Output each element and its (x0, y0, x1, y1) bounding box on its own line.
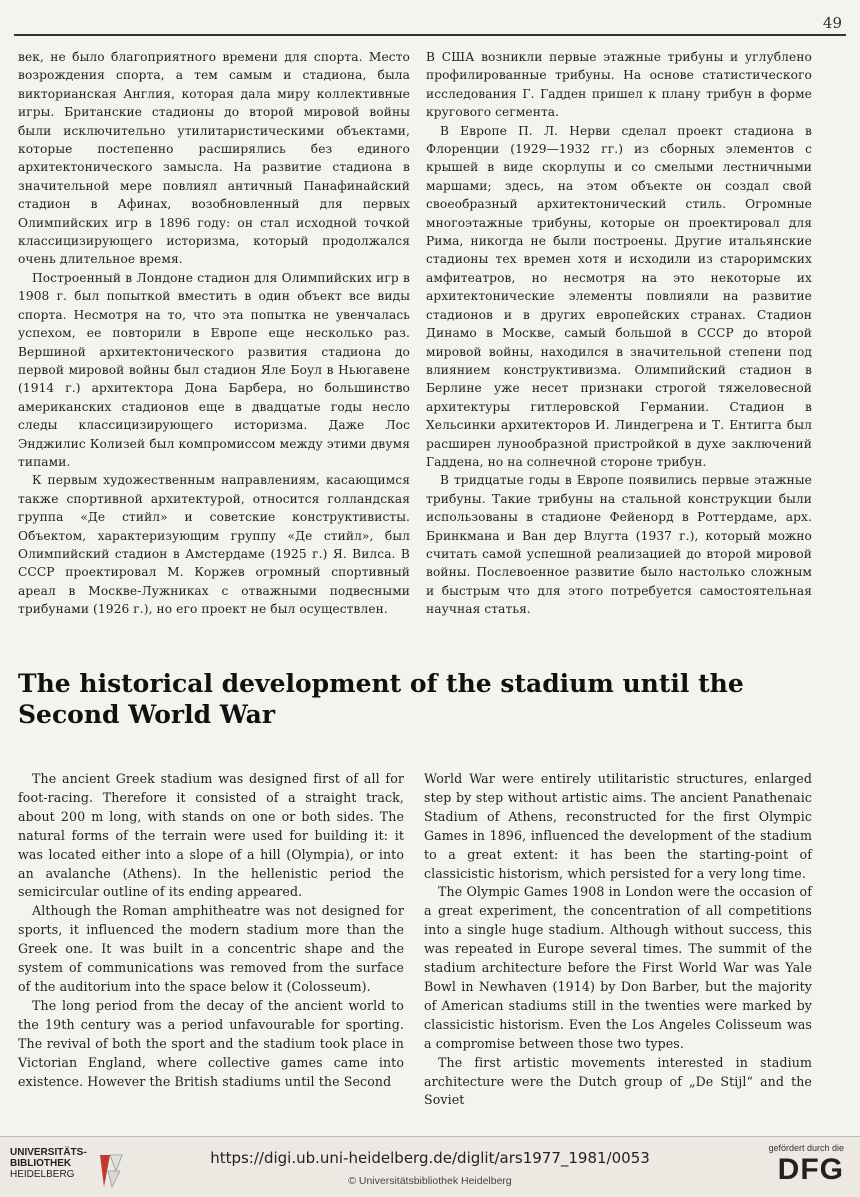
permalink-url[interactable]: https://digi.ub.uni-heidelberg.de/diglit/ars1977_1981/0053 (210, 1149, 650, 1167)
english-column-left (18, 770, 404, 1091)
copyright-notice: © Universitätsbibliothek Heidelberg (348, 1175, 512, 1187)
paragraph: Although the Roman amphitheatre was not designed for sports, it influenced the modern stadium more than the Greek one. It was built in a concentric shape and the system of communications was removed from the surface of the auditorium into the space below it (Colosseum). (18, 903, 404, 994)
english-column-right (424, 770, 812, 1110)
library-name-line: BIBLIOTHEK (10, 1158, 72, 1169)
paragraph: The first artistic movements interested in stadium architecture were the Dutch group of „De Stijl“ and the Soviet (424, 1054, 812, 1108)
library-name-line: HEIDELBERG (10, 1169, 75, 1180)
library-name-line: UNIVERSITÄTS- (10, 1147, 87, 1158)
paragraph: The ancient Greek stadium was designed first of all for foot-racing. Therefore it consisted of a straight track, about 200 m long, with stands on one or both sides. The natural forms of the terrain were used for building it: it was located either into a slope of a hill (Olympia), or into an avalanche (Athens). In the hellenistic period the semicircular outline of its ending appeared. (18, 771, 404, 900)
paragraph: The Olympic Games 1908 in London were the occasion of a great experiment, the concentration of all competitions into a single huge stadium. Although without success, this was repeated in Europe several times. The summit of the stadium architecture before the First World War was Yale Bowl in Newhaven (1914) by Don Barber, but the majority of American stadiums still in the twenties were marked by classicistic historism. Even the Los Angeles Colisseum was a compromise between those two types. (424, 884, 812, 1051)
dfg-wordmark: DFG (777, 1153, 844, 1186)
paragraph: век, не было благоприятного времени для спорта. Место возрождения спорта, а тем самым и стадиона, была викторианская Англия, которая дала миру коллективные игры. Британские стадионы до второй мировой войны были исключительно утилитаристическими объектами, которые постепенно расширялись без единого архитектонического замысла. На развитие стадиона в значительной мере повлиял античный Панафинайский стадион в Афинах, возобновленный для первых Олимпийских игр в 1896 году: он стал исходной точкой классицизирующего историзма, который продолжался очень длительное время. (18, 50, 410, 267)
article-heading: The historical development of the stadium until the Second World War (18, 669, 744, 729)
russian-column-left (18, 48, 410, 619)
paragraph: В Европе П. Л. Нерви сделал проект стадиона в Флоренции (1929—1932 гг.) из сборных элементов с крышей в виде скорлупы и со смелыми лестничными маршами; здесь, на этом объекте он создал свой своеобразный архитектонический стиль. Огромные многоэтажные трибуны, которые он проектировал для Рима, никогда не были построены. Другие итальянские стадионы тех времен хотя и исходили из староримских амфитеатров, но несмотря на это некоторые их архитектонические элементы повлияли на развитие стадионов и в других европейских странах. Стадион Динамо в Москве, самый большой в СССР до второй мировой войны, находился в значительной степени под влиянием конструктивизма. Олимпийский стадион в Берлине уже несет признаки строгой тяжеловесной архитектуры гитлеровской Германии. Стадион в Хельсинки архитекторов И. Линдегрена и Т. Ентигга был расширен лунообразной пристройкой в духе заключений Гаддена, но на солнечной стороне трибун. (426, 123, 812, 469)
top-rule (14, 34, 846, 36)
paragraph: К первым художественным направлениям, касающимся также спортивной архитектурой, относится голландская группа «Де стийл» и советские конструктивисты. Объектом, характеризующим группу «Де стийл», был Олимпийский стадион в Амстердаме (1925 г.) Я. Вилса. В СССР проектировал М. Коржев огромный спортивный ареал в Москве-Лужниках с отважными подвесными трибунами (1926 г.), но его проект не был осуществлен. (18, 473, 410, 617)
dfg-logo[interactable] (754, 1143, 844, 1187)
footer-bar (0, 1136, 860, 1197)
page-number: 49 (822, 14, 842, 32)
paragraph: В США возникли первые этажные трибуны и углублено профилированные трибуны. На основе статистического исследования Г. Гадден пришел к плану трибун в форме кругового сегмента. (426, 50, 812, 120)
russian-column-right (426, 48, 812, 619)
paragraph: The long period from the decay of the ancient world to the 19th century was a period unfavourable for sporting. The revival of both the sport and the stadium took place in Victorian England, where collective games came into existence. However the British stadiums until the Second (18, 997, 404, 1089)
paragraph: World War were entirely utilitaristic structures, enlarged step by step without artistic aims. The ancient Panathenaic Stadium of Athens, reconstructed for the first Olympic Games in 1896, influenced the development of the stadium to a great extent: it has been the starting-point of classicistic historism, which persisted for a very long time. (424, 771, 812, 881)
paragraph: В тридцатые годы в Европе появились первые этажные трибуны. Такие трибуны на стальной конструкции были использованы в стадионе Фейенорд в Роттердаме, арх. Бринкмана и Ван дер Влугта (1937 г.), который можно считать самой успешной реализацией до второй мировой войны. Послевоенное развитие было настолько сложным и быстрым что для этого потребуется самостоятельная научная статья. (426, 473, 812, 617)
dfg-caption: gefördert durch die (768, 1143, 844, 1153)
paragraph: Построенный в Лондоне стадион для Олимпийских игр в 1908 г. был попыткой вместить в один объект все виды спорта. Несмотря на то, что эта попытка не увенчалась успехом, ее повторили в Европе еще несколько раз. Вершиной архитектонического развития стадиона до первой мировой войны был стадион Яле Боул в Ньюгавене (1914 г.) архитектора Дона Барбера, но большинство американских стадионов еще в двадцатые годы несло следы классицизирующего историзма. Даже Лос Энджилис Колизей был компромиссом между этими двумя типами. (18, 270, 410, 469)
